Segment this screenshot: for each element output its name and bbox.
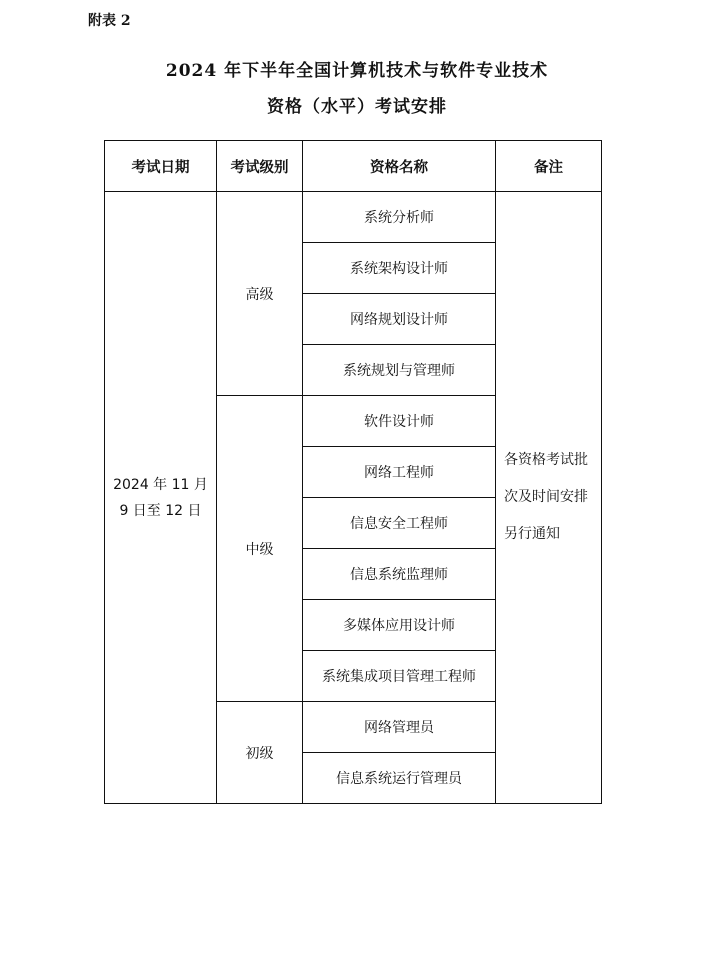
qualification-name: 网络工程师 bbox=[303, 447, 496, 498]
qualification-name: 系统架构设计师 bbox=[303, 243, 496, 294]
header-notes: 备注 bbox=[496, 141, 602, 192]
document-title-line2: 资格（水平）考试安排 bbox=[267, 97, 447, 117]
qualification-name: 信息安全工程师 bbox=[303, 498, 496, 549]
exam-date-line2: 9 日至 12 日 bbox=[119, 502, 202, 519]
qualification-name: 软件设计师 bbox=[303, 396, 496, 447]
table-row bbox=[105, 192, 602, 243]
document-title-line1: 2024 年下半年全国计算机技术与软件专业技术 bbox=[165, 61, 549, 81]
qualification-name: 网络规划设计师 bbox=[303, 294, 496, 345]
level-cell-junior: 初级 bbox=[217, 702, 303, 804]
exam-date-cell bbox=[105, 192, 217, 804]
level-cell-intermediate: 中级 bbox=[217, 396, 303, 702]
qualification-name: 系统集成项目管理工程师 bbox=[303, 651, 496, 702]
note-line: 各资格考试批 bbox=[504, 452, 588, 468]
level-cell-senior: 高级 bbox=[217, 192, 303, 396]
exam-schedule-table bbox=[104, 140, 602, 804]
qualification-name: 系统规划与管理师 bbox=[303, 345, 496, 396]
note-line: 次及时间安排 bbox=[504, 489, 588, 505]
qualification-name: 网络管理员 bbox=[303, 702, 496, 753]
notes-cell bbox=[496, 192, 602, 804]
note-line: 另行通知 bbox=[504, 526, 560, 542]
header-exam-date: 考试日期 bbox=[105, 141, 217, 192]
exam-date-line1: 2024 年 11 月 bbox=[113, 476, 208, 493]
attachment-label: 附表 2 bbox=[88, 13, 131, 29]
qualification-name: 多媒体应用设计师 bbox=[303, 600, 496, 651]
qualification-name: 信息系统监理师 bbox=[303, 549, 496, 600]
header-exam-level: 考试级别 bbox=[217, 141, 303, 192]
qualification-name: 信息系统运行管理员 bbox=[303, 753, 496, 804]
qualification-name: 系统分析师 bbox=[303, 192, 496, 243]
header-qualification-name: 资格名称 bbox=[303, 141, 496, 192]
table-header-row bbox=[105, 141, 602, 192]
